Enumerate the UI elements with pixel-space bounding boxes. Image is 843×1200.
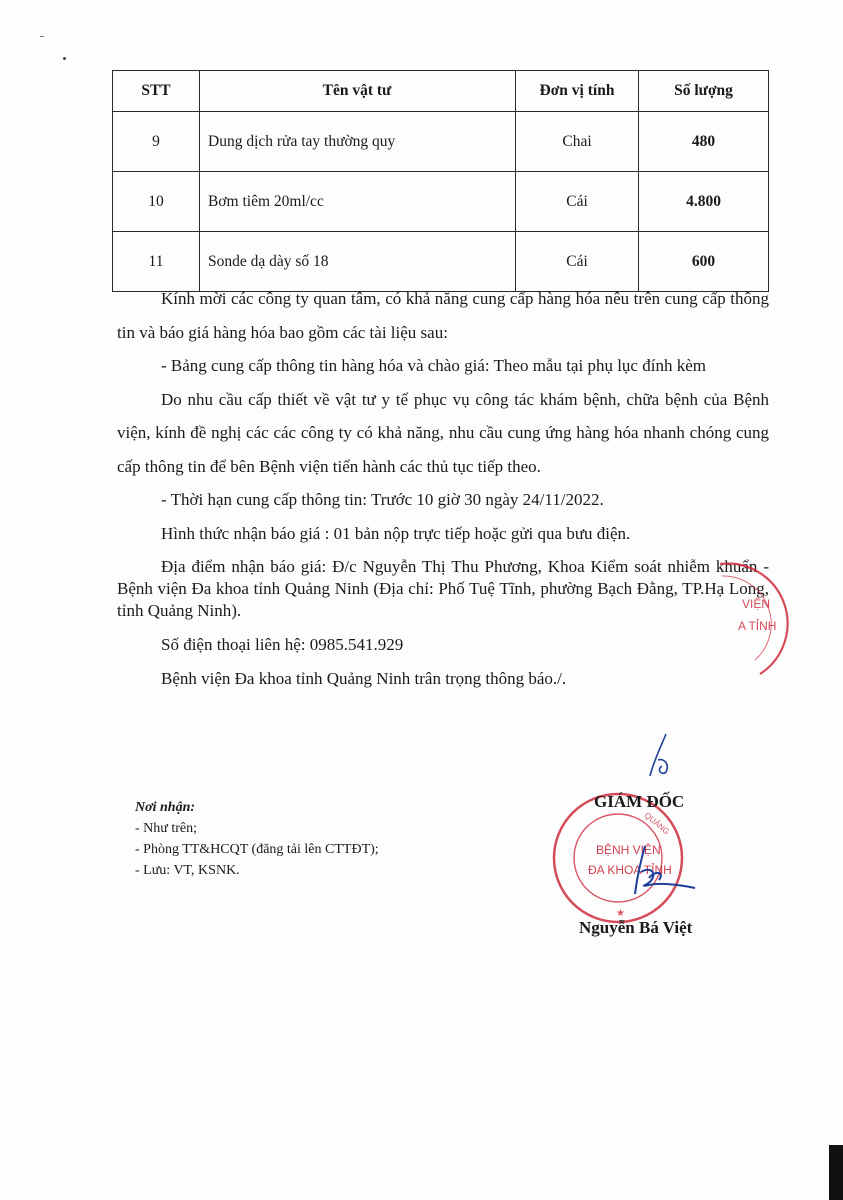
row-unit: Chai bbox=[516, 112, 639, 172]
header-quantity: Số lượng bbox=[639, 71, 769, 112]
row-stt: 10 bbox=[113, 172, 200, 232]
paragraph-closing: Bệnh viện Đa khoa tỉnh Quảng Ninh trân trọng thông báo./. bbox=[161, 668, 567, 688]
partial-stamp bbox=[700, 556, 810, 696]
table-row bbox=[113, 172, 769, 232]
row-stt: 11 bbox=[113, 232, 200, 292]
row-item-name: Sonde dạ dày số 18 bbox=[200, 232, 516, 292]
header-item-name: Tên vật tư bbox=[200, 71, 516, 112]
recipient-item: - Phòng TT&HCQT (đăng tải lên CTTĐT); bbox=[135, 842, 379, 857]
row-unit: Cái bbox=[516, 172, 639, 232]
row-unit: Cái bbox=[516, 232, 639, 292]
header-unit: Đơn vị tính bbox=[516, 71, 639, 112]
body-text bbox=[117, 282, 769, 695]
paragraph-deadline: - Thời hạn cung cấp thông tin: Trước 10 giờ 30 ngày 24/11/2022. bbox=[161, 490, 604, 509]
paragraph-submission-method: Hình thức nhận báo giá : 01 bản nộp trực tiếp hoặc gửi qua bưu điện. bbox=[161, 523, 631, 543]
signatory-title: GIÁM ĐỐC bbox=[594, 792, 685, 811]
signatory-name: Nguyễn Bá Việt bbox=[579, 918, 693, 937]
svg-text:★: ★ bbox=[616, 908, 625, 919]
paragraph-invitation: Kính mời các công ty quan tâm, có khả năng cung cấp hàng hóa nêu trên cung cấp thông tin và báo giá hàng hóa bao gồm các tài liệu sau: bbox=[117, 289, 769, 342]
row-quantity: 480 bbox=[639, 112, 769, 172]
row-item-name: Bơm tiêm 20ml/cc bbox=[200, 172, 516, 232]
table-row bbox=[113, 112, 769, 172]
paragraph-urgency: Do nhu cầu cấp thiết về vật tư y tế phục vụ công tác khám bệnh, chữa bệnh của Bệnh viện, kính đề nghị các các công ty có khả năng, nhu cầu cung ứng hàng hóa nhanh chóng cung cấp thông tin để bên Bệnh viện tiến hành các thủ tục tiếp theo. bbox=[117, 389, 769, 476]
recipients-title: Nơi nhận: bbox=[135, 800, 196, 815]
row-item-name: Dung dịch rửa tay thường quy bbox=[200, 112, 516, 172]
row-stt: 9 bbox=[113, 112, 200, 172]
row-quantity: 4.800 bbox=[639, 172, 769, 232]
paragraph-submission-address: Địa điểm nhận báo giá: Đ/c Nguyễn Thị Thu Phương, Khoa Kiểm soát nhiễm khuẩn - Bệnh viện Đa khoa tỉnh Quảng Ninh (Địa chỉ: Phố Tuệ Tĩnh, phường Bạch Đằng, TP.Hạ Long, tỉnh Quảng Ninh). bbox=[117, 557, 769, 620]
director-signature bbox=[615, 842, 700, 898]
recipient-item: - Như trên; bbox=[135, 821, 198, 836]
recipients-block bbox=[135, 797, 379, 881]
supplies-table bbox=[112, 70, 769, 292]
stamp-ring-text: QUẢNG bbox=[642, 810, 671, 837]
stamp-side-text-2: A TỈNH bbox=[738, 619, 777, 633]
table-header-row bbox=[113, 71, 769, 112]
paragraph-phone: Số điện thoại liên hệ: 0985.541.929 bbox=[161, 635, 404, 654]
row-quantity: 600 bbox=[639, 232, 769, 292]
stamp-text-2: ĐA KHOA TỈNH bbox=[588, 863, 672, 877]
scan-dot bbox=[63, 57, 66, 60]
recipient-item: - Lưu: VT, KSNK. bbox=[135, 863, 240, 878]
paragraph-price-table: - Bảng cung cấp thông tin hàng hóa và chào giá: Theo mẫu tại phụ lục đính kèm bbox=[161, 356, 706, 375]
scan-edge-bar bbox=[829, 1145, 843, 1200]
header-stt: STT bbox=[113, 71, 200, 112]
scan-mark bbox=[40, 36, 44, 37]
stamp-text-1: BỆNH VIỆN bbox=[596, 843, 661, 857]
stamp-side-text-1: VIỆN bbox=[742, 597, 771, 611]
initial-signature bbox=[636, 730, 676, 780]
